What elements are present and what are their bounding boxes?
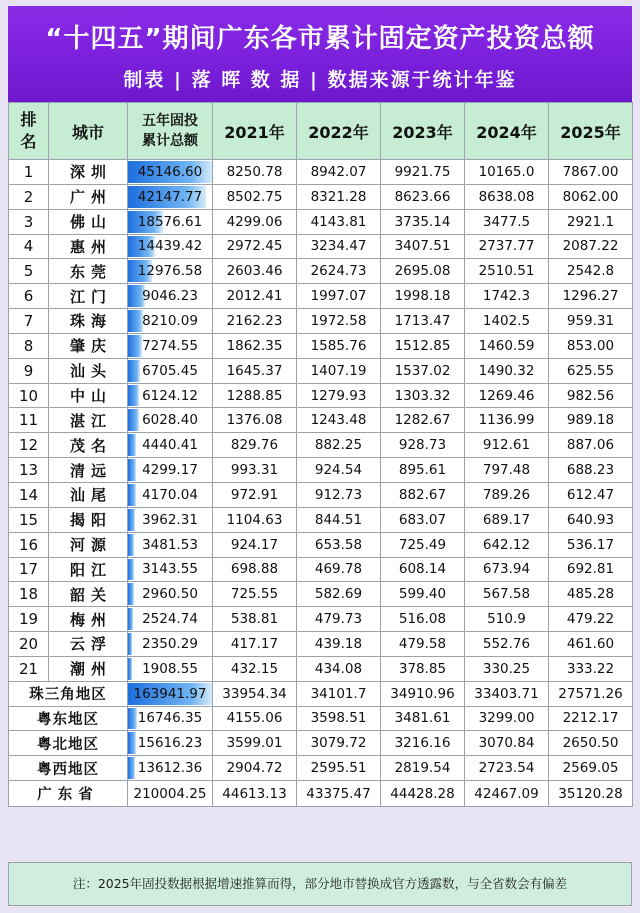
city-name-cell: 韶关: [49, 582, 128, 607]
year-value-cell: 4155.06: [213, 706, 297, 731]
region-name-cell: 粤东地区: [9, 706, 128, 731]
year-value-cell: 3234.47: [297, 234, 381, 259]
year-value-cell: 1243.48: [297, 408, 381, 433]
total-value: 4440.41: [142, 437, 198, 454]
total-bar: [128, 310, 143, 332]
city-name-cell: 汕头: [49, 358, 128, 383]
year-value-cell: 333.22: [549, 656, 633, 681]
total-value: 7274.55: [142, 337, 198, 354]
total-value: 9046.23: [142, 288, 198, 305]
rank-cell: 21: [9, 656, 49, 681]
total-cell: [128, 656, 213, 681]
total-cell: [128, 557, 213, 582]
year-value-cell: 2695.08: [381, 259, 465, 284]
year-value-cell: 829.76: [213, 433, 297, 458]
year-value-cell: 912.61: [465, 433, 549, 458]
year-value-cell: 2603.46: [213, 259, 297, 284]
year-value-cell: 725.55: [213, 582, 297, 607]
rank-cell: 8: [9, 333, 49, 358]
investment-table: [8, 102, 633, 807]
header-2025: 2025年: [549, 103, 633, 160]
total-bar: [128, 633, 132, 655]
total-value: 14439.42: [137, 238, 203, 255]
total-bar: [128, 484, 136, 506]
year-value-cell: 44428.28: [381, 781, 465, 807]
total-cell: [128, 309, 213, 334]
region-name-cell: 粤西地区: [9, 756, 128, 781]
year-value-cell: 33954.34: [213, 681, 297, 706]
rank-cell: 11: [9, 408, 49, 433]
table-row: [9, 284, 633, 309]
year-value-cell: 1585.76: [297, 333, 381, 358]
total-value: 3962.31: [142, 511, 198, 528]
total-cell: [128, 333, 213, 358]
year-value-cell: 1645.37: [213, 358, 297, 383]
year-value-cell: 2737.77: [465, 234, 549, 259]
total-value: 18576.61: [137, 213, 203, 230]
year-value-cell: 536.17: [549, 532, 633, 557]
year-value-cell: 683.07: [381, 507, 465, 532]
year-value-cell: 1460.59: [465, 333, 549, 358]
rank-cell: 5: [9, 259, 49, 284]
rank-cell: 15: [9, 507, 49, 532]
year-value-cell: 330.25: [465, 656, 549, 681]
rank-cell: 19: [9, 607, 49, 632]
year-value-cell: 434.08: [297, 656, 381, 681]
year-value-cell: 35120.28: [549, 781, 633, 807]
table-row: [9, 358, 633, 383]
header-total: 五年固投 累计总额: [128, 103, 213, 160]
total-bar: [128, 608, 133, 630]
table-row: [9, 333, 633, 358]
rank-cell: 18: [9, 582, 49, 607]
city-name-cell: 中山: [49, 383, 128, 408]
year-value-cell: 538.81: [213, 607, 297, 632]
year-value-cell: 982.56: [549, 383, 633, 408]
total-cell: [128, 706, 213, 731]
year-value-cell: 4299.06: [213, 209, 297, 234]
table-header-row: [9, 103, 633, 160]
year-value-cell: 882.25: [297, 433, 381, 458]
year-value-cell: 469.78: [297, 557, 381, 582]
year-value-cell: 2162.23: [213, 309, 297, 334]
year-value-cell: 2569.05: [549, 756, 633, 781]
total-cell: [128, 209, 213, 234]
region-row: [9, 731, 633, 756]
year-value-cell: 688.23: [549, 458, 633, 483]
province-name-cell: 广东省: [9, 781, 128, 807]
year-value-cell: 417.17: [213, 632, 297, 657]
year-value-cell: 3216.16: [381, 731, 465, 756]
total-value: 2960.50: [142, 586, 198, 603]
total-cell: [128, 184, 213, 209]
city-name-cell: 深圳: [49, 160, 128, 185]
year-value-cell: 34101.7: [297, 681, 381, 706]
total-bar: [128, 732, 136, 754]
year-value-cell: 378.85: [381, 656, 465, 681]
year-value-cell: 479.58: [381, 632, 465, 657]
total-cell: [128, 160, 213, 185]
year-value-cell: 34910.96: [381, 681, 465, 706]
year-value-cell: 8321.28: [297, 184, 381, 209]
total-bar: [128, 360, 140, 382]
year-value-cell: 612.47: [549, 482, 633, 507]
year-value-cell: 1537.02: [381, 358, 465, 383]
rank-cell: 4: [9, 234, 49, 259]
year-value-cell: 1136.99: [465, 408, 549, 433]
year-value-cell: 3477.5: [465, 209, 549, 234]
total-cell: [128, 482, 213, 507]
table-row: [9, 632, 633, 657]
city-name-cell: 湛江: [49, 408, 128, 433]
total-cell: [128, 259, 213, 284]
year-value-cell: 972.91: [213, 482, 297, 507]
rank-cell: 12: [9, 433, 49, 458]
city-name-cell: 河源: [49, 532, 128, 557]
header-city: 城市: [49, 103, 128, 160]
total-value: 3481.53: [142, 536, 198, 553]
rank-cell: 2: [9, 184, 49, 209]
year-value-cell: 8638.08: [465, 184, 549, 209]
year-value-cell: 582.69: [297, 582, 381, 607]
year-value-cell: 4143.81: [297, 209, 381, 234]
table-row: [9, 582, 633, 607]
year-value-cell: 3407.51: [381, 234, 465, 259]
table-row: [9, 408, 633, 433]
year-value-cell: 479.22: [549, 607, 633, 632]
year-value-cell: 2650.50: [549, 731, 633, 756]
rank-cell: 14: [9, 482, 49, 507]
year-value-cell: 439.18: [297, 632, 381, 657]
table-row: [9, 607, 633, 632]
year-value-cell: 993.31: [213, 458, 297, 483]
year-value-cell: 43375.47: [297, 781, 381, 807]
year-value-cell: 8502.75: [213, 184, 297, 209]
year-value-cell: 3070.84: [465, 731, 549, 756]
total-value: 6124.12: [142, 387, 198, 404]
total-value: 1908.55: [142, 660, 198, 677]
city-name-cell: 惠州: [49, 234, 128, 259]
total-bar: [128, 583, 134, 605]
total-cell: [128, 731, 213, 756]
rank-cell: 1: [9, 160, 49, 185]
year-value-cell: 2624.73: [297, 259, 381, 284]
city-name-cell: 广州: [49, 184, 128, 209]
city-name-cell: 肇庆: [49, 333, 128, 358]
year-value-cell: 924.17: [213, 532, 297, 557]
table-row: [9, 557, 633, 582]
total-value: 2524.74: [142, 611, 198, 628]
total-value: 3143.55: [142, 561, 198, 578]
year-value-cell: 1376.08: [213, 408, 297, 433]
table-row: [9, 160, 633, 185]
year-value-cell: 689.17: [465, 507, 549, 532]
year-value-cell: 959.31: [549, 309, 633, 334]
year-value-cell: 2921.1: [549, 209, 633, 234]
total-value: 163941.97: [133, 685, 207, 702]
province-total-cell: 210004.25: [128, 781, 213, 807]
year-value-cell: 1303.32: [381, 383, 465, 408]
header-2022: 2022年: [297, 103, 381, 160]
province-row: [9, 781, 633, 807]
year-value-cell: 44613.13: [213, 781, 297, 807]
rank-cell: 6: [9, 284, 49, 309]
city-name-cell: 梅州: [49, 607, 128, 632]
year-value-cell: 698.88: [213, 557, 297, 582]
region-name-cell: 珠三角地区: [9, 681, 128, 706]
rank-cell: 20: [9, 632, 49, 657]
year-value-cell: 3599.01: [213, 731, 297, 756]
year-value-cell: 924.54: [297, 458, 381, 483]
year-value-cell: 2510.51: [465, 259, 549, 284]
year-value-cell: 2819.54: [381, 756, 465, 781]
total-cell: [128, 681, 213, 706]
year-value-cell: 3481.61: [381, 706, 465, 731]
total-bar: [128, 509, 135, 531]
table-row: [9, 507, 633, 532]
total-bar: [128, 409, 139, 431]
year-value-cell: 1282.67: [381, 408, 465, 433]
rank-cell: 16: [9, 532, 49, 557]
year-value-cell: 510.9: [465, 607, 549, 632]
year-value-cell: 912.73: [297, 482, 381, 507]
total-value: 6705.45: [142, 362, 198, 379]
header-banner: [8, 6, 632, 102]
year-value-cell: 1402.5: [465, 309, 549, 334]
year-value-cell: 27571.26: [549, 681, 633, 706]
total-value: 4170.04: [142, 486, 198, 503]
total-value: 16746.35: [137, 710, 203, 727]
table-row: [9, 259, 633, 284]
year-value-cell: 887.06: [549, 433, 633, 458]
city-name-cell: 江门: [49, 284, 128, 309]
year-value-cell: 1490.32: [465, 358, 549, 383]
total-value: 45146.60: [137, 163, 203, 180]
year-value-cell: 3299.00: [465, 706, 549, 731]
total-bar: [128, 757, 135, 779]
year-value-cell: 1279.93: [297, 383, 381, 408]
page-subtitle: 制表 | 落 晖 数 据 | 数据来源于统计年鉴: [123, 69, 517, 91]
year-value-cell: 9921.75: [381, 160, 465, 185]
total-cell: [128, 408, 213, 433]
city-name-cell: 揭阳: [49, 507, 128, 532]
year-value-cell: 844.51: [297, 507, 381, 532]
year-value-cell: 1998.18: [381, 284, 465, 309]
table-row: [9, 433, 633, 458]
city-name-cell: 珠海: [49, 309, 128, 334]
year-value-cell: 461.60: [549, 632, 633, 657]
year-value-cell: 853.00: [549, 333, 633, 358]
year-value-cell: 653.58: [297, 532, 381, 557]
year-value-cell: 882.67: [381, 482, 465, 507]
total-cell: [128, 582, 213, 607]
year-value-cell: 895.61: [381, 458, 465, 483]
year-value-cell: 1997.07: [297, 284, 381, 309]
total-bar: [128, 434, 136, 456]
total-value: 8210.09: [142, 312, 198, 329]
header-2021: 2021年: [213, 103, 297, 160]
rank-cell: 7: [9, 309, 49, 334]
year-value-cell: 1512.85: [381, 333, 465, 358]
table-row: [9, 184, 633, 209]
total-value: 4299.17: [142, 462, 198, 479]
year-value-cell: 2012.41: [213, 284, 297, 309]
year-value-cell: 608.14: [381, 557, 465, 582]
year-value-cell: 432.15: [213, 656, 297, 681]
city-name-cell: 佛山: [49, 209, 128, 234]
year-value-cell: 8942.07: [297, 160, 381, 185]
year-value-cell: 989.18: [549, 408, 633, 433]
total-cell: [128, 532, 213, 557]
rank-cell: 17: [9, 557, 49, 582]
total-value: 2350.29: [142, 635, 198, 652]
year-value-cell: 2904.72: [213, 756, 297, 781]
total-cell: [128, 358, 213, 383]
rank-cell: 13: [9, 458, 49, 483]
year-value-cell: 1972.58: [297, 309, 381, 334]
header-2024: 2024年: [465, 103, 549, 160]
total-cell: [128, 383, 213, 408]
total-value: 6028.40: [142, 412, 198, 429]
year-value-cell: 7867.00: [549, 160, 633, 185]
year-value-cell: 3735.14: [381, 209, 465, 234]
total-cell: [128, 458, 213, 483]
year-value-cell: 2972.45: [213, 234, 297, 259]
total-cell: [128, 756, 213, 781]
page-title: “十四五”期间广东各市累计固定资产投资总额: [45, 24, 595, 54]
table-row: [9, 532, 633, 557]
city-name-cell: 茂名: [49, 433, 128, 458]
year-value-cell: 928.73: [381, 433, 465, 458]
year-value-cell: 8250.78: [213, 160, 297, 185]
header-rank: 排 名: [9, 103, 49, 160]
region-name-cell: 粤北地区: [9, 731, 128, 756]
total-cell: [128, 507, 213, 532]
table-row: [9, 383, 633, 408]
year-value-cell: 8062.00: [549, 184, 633, 209]
region-row: [9, 681, 633, 706]
city-name-cell: 清远: [49, 458, 128, 483]
year-value-cell: 640.93: [549, 507, 633, 532]
year-value-cell: 625.55: [549, 358, 633, 383]
year-value-cell: 599.40: [381, 582, 465, 607]
year-value-cell: 1407.19: [297, 358, 381, 383]
total-cell: [128, 433, 213, 458]
year-value-cell: 10165.0: [465, 160, 549, 185]
year-value-cell: 2542.8: [549, 259, 633, 284]
footnote: 注：2025年固投数据根据增速推算而得，部分地市替换成官方透露数，与全省数会有偏差: [8, 862, 632, 906]
total-value: 15616.23: [137, 735, 203, 752]
city-name-cell: 潮州: [49, 656, 128, 681]
year-value-cell: 2212.17: [549, 706, 633, 731]
year-value-cell: 3079.72: [297, 731, 381, 756]
year-value-cell: 479.73: [297, 607, 381, 632]
year-value-cell: 516.08: [381, 607, 465, 632]
total-bar: [128, 335, 142, 357]
year-value-cell: 692.81: [549, 557, 633, 582]
year-value-cell: 2595.51: [297, 756, 381, 781]
table-row: [9, 482, 633, 507]
year-value-cell: 725.49: [381, 532, 465, 557]
rank-cell: 9: [9, 358, 49, 383]
year-value-cell: 3598.51: [297, 706, 381, 731]
year-value-cell: 642.12: [465, 532, 549, 557]
total-bar: [128, 385, 139, 407]
table-row: [9, 458, 633, 483]
year-value-cell: 1288.85: [213, 383, 297, 408]
rank-cell: 3: [9, 209, 49, 234]
year-value-cell: 567.58: [465, 582, 549, 607]
total-bar: [128, 459, 136, 481]
city-name-cell: 汕尾: [49, 482, 128, 507]
table-row: [9, 209, 633, 234]
total-value: 13612.36: [137, 760, 203, 777]
total-cell: [128, 284, 213, 309]
rank-cell: 10: [9, 383, 49, 408]
total-value: 42147.77: [137, 188, 203, 205]
city-name-cell: 东莞: [49, 259, 128, 284]
region-row: [9, 756, 633, 781]
total-value: 12976.58: [137, 263, 203, 280]
total-cell: [128, 632, 213, 657]
year-value-cell: 797.48: [465, 458, 549, 483]
year-value-cell: 2723.54: [465, 756, 549, 781]
total-cell: [128, 234, 213, 259]
total-bar: [128, 708, 137, 730]
total-bar: [128, 658, 132, 680]
year-value-cell: 2087.22: [549, 234, 633, 259]
total-bar: [128, 534, 134, 556]
year-value-cell: 42467.09: [465, 781, 549, 807]
city-name-cell: 阳江: [49, 557, 128, 582]
year-value-cell: 673.94: [465, 557, 549, 582]
year-value-cell: 1713.47: [381, 309, 465, 334]
city-name-cell: 云浮: [49, 632, 128, 657]
year-value-cell: 1269.46: [465, 383, 549, 408]
year-value-cell: 1296.27: [549, 284, 633, 309]
year-value-cell: 552.76: [465, 632, 549, 657]
year-value-cell: 8623.66: [381, 184, 465, 209]
total-cell: [128, 607, 213, 632]
year-value-cell: 485.28: [549, 582, 633, 607]
year-value-cell: 1104.63: [213, 507, 297, 532]
year-value-cell: 1862.35: [213, 333, 297, 358]
table-row: [9, 656, 633, 681]
table-row: [9, 309, 633, 334]
header-2023: 2023年: [381, 103, 465, 160]
total-bar: [128, 559, 134, 581]
region-row: [9, 706, 633, 731]
year-value-cell: 33403.71: [465, 681, 549, 706]
year-value-cell: 789.26: [465, 482, 549, 507]
table-row: [9, 234, 633, 259]
year-value-cell: 1742.3: [465, 284, 549, 309]
